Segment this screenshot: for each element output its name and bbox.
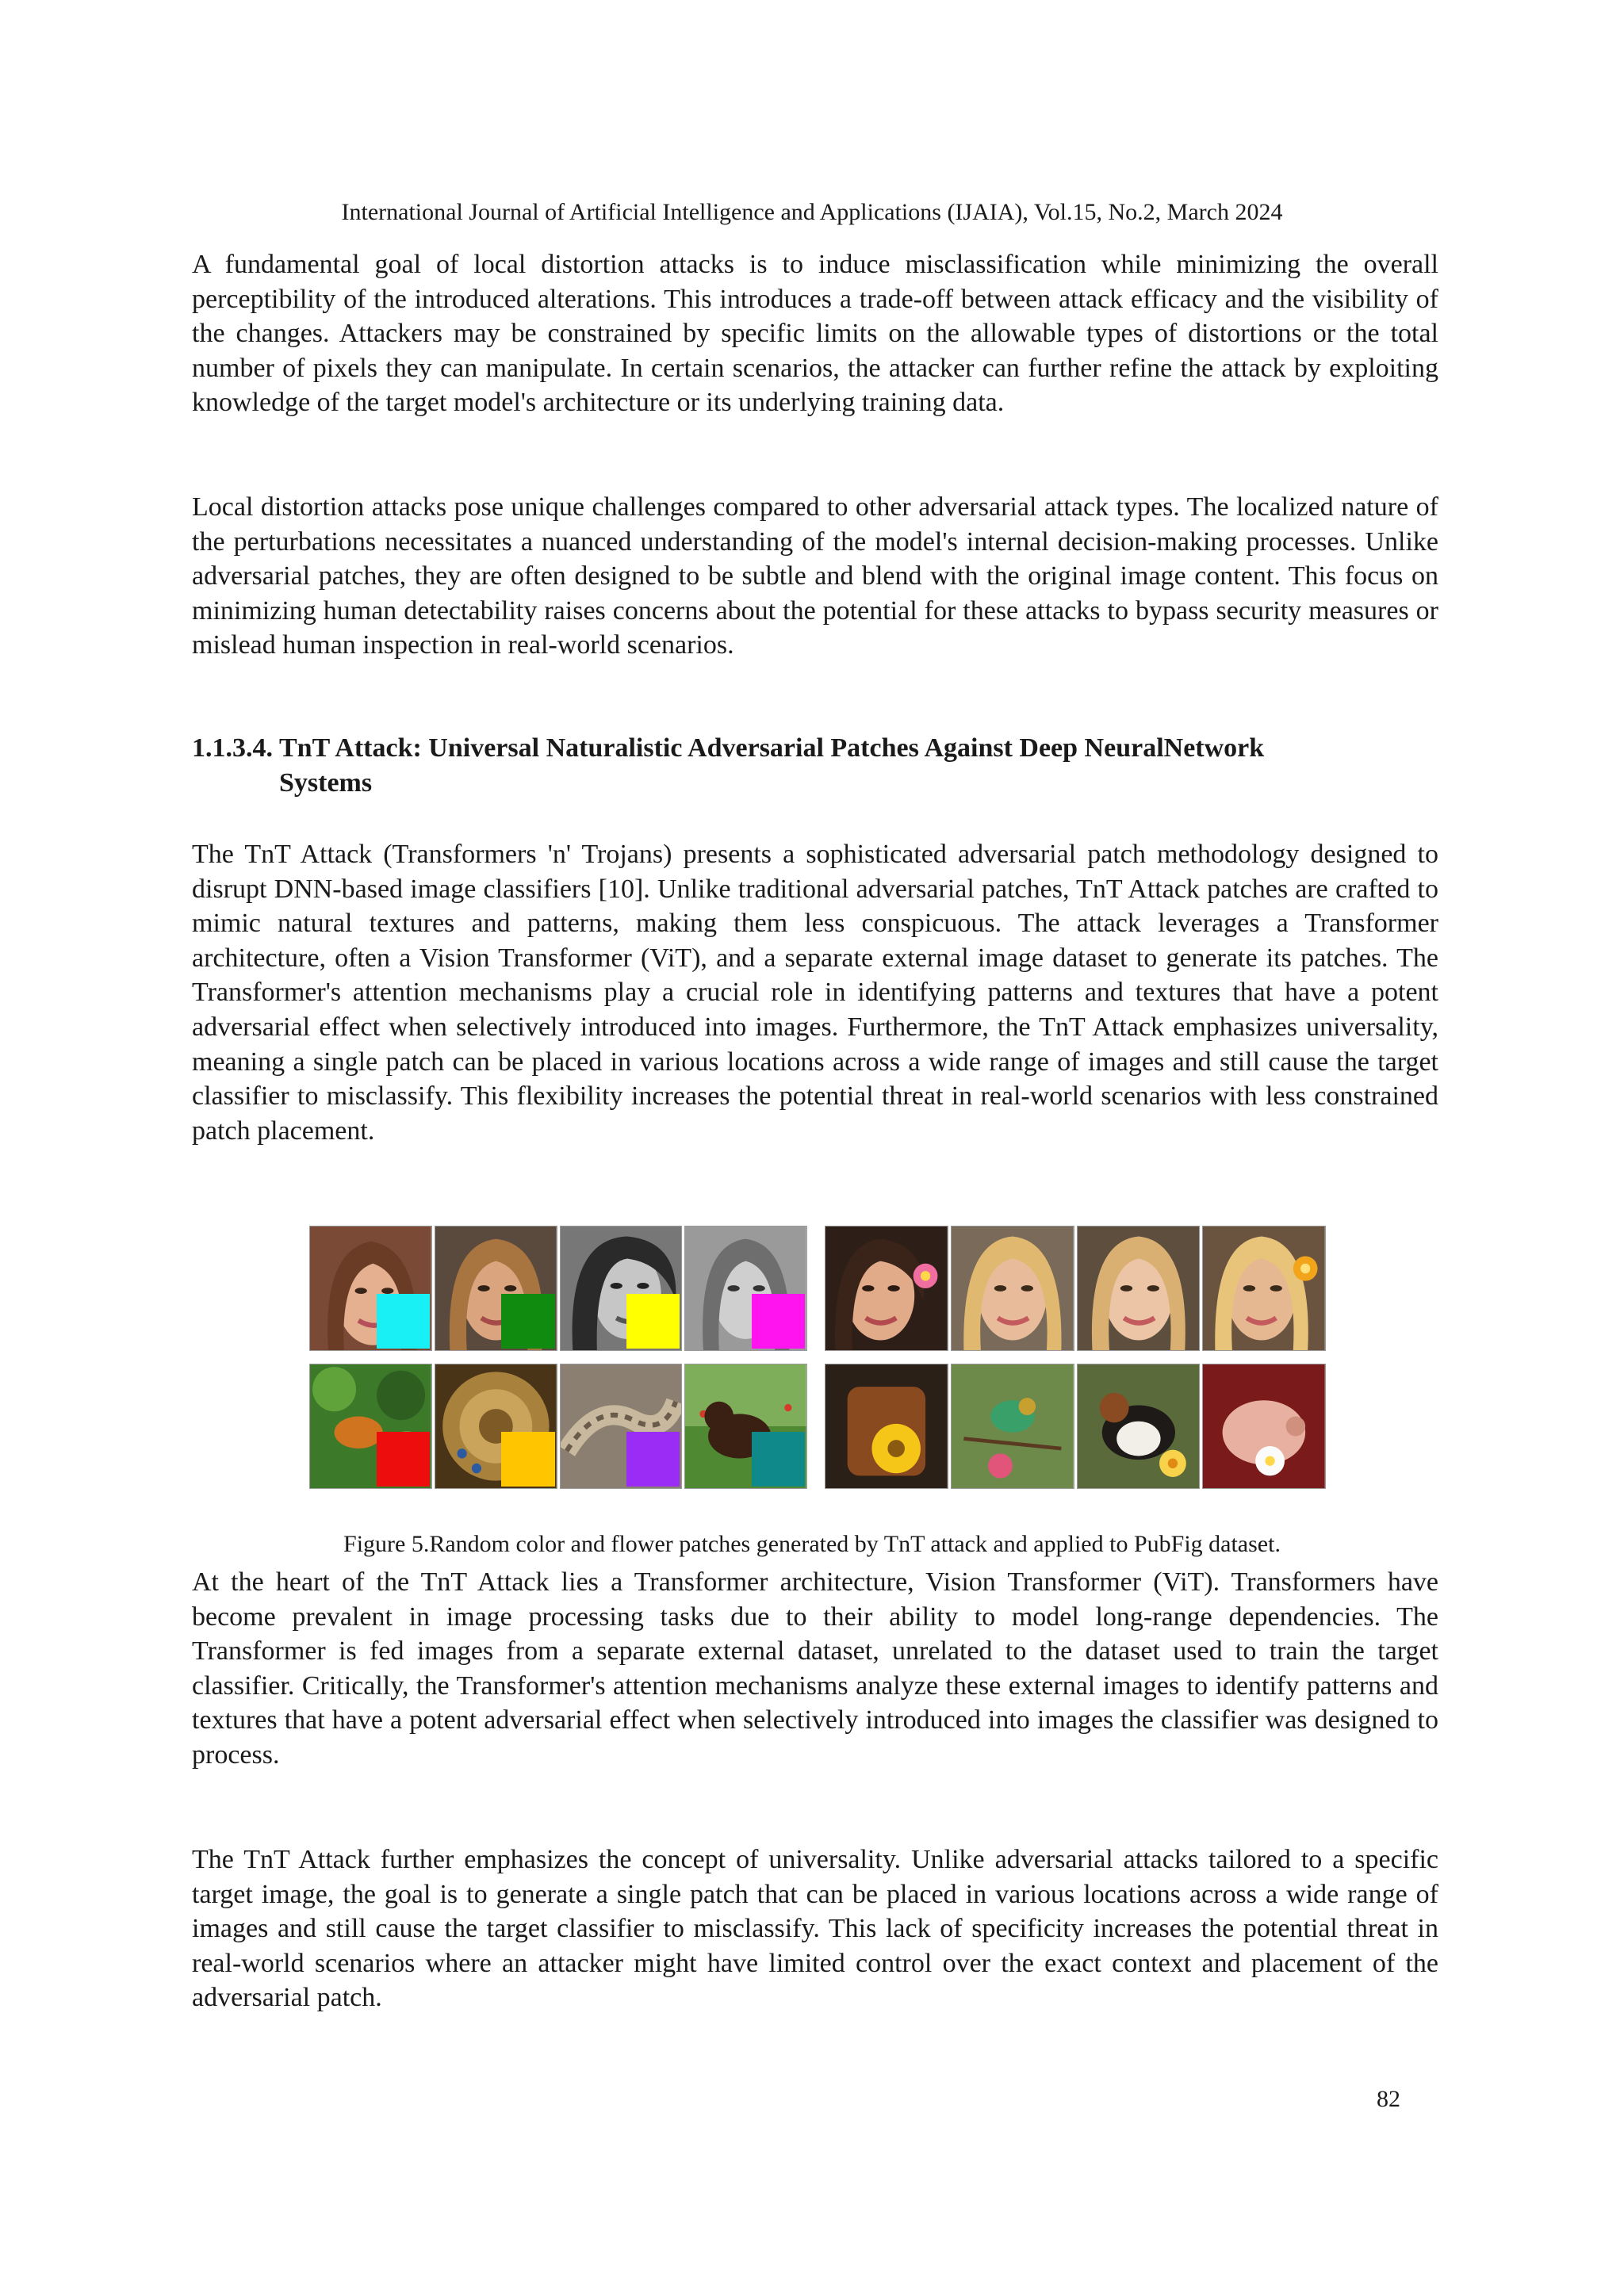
face-image (1202, 1226, 1326, 1351)
body-paragraph: The TnT Attack (Transformers 'n' Trojans) presents a sophisticated adversarial patch methodology designed to disrupt DNN-based image classifiers [10]. Unlike traditional adversarial patches, TnT Attack patches are crafted to mimic natural textures and patterns, making them less conspicuous. The attack leverages a Transformer architecture, often a Vision Transformer (ViT), and a separate external image dataset to generate its patches. The Transformer's attention mechanisms play a crucial role in identifying patterns and textures that have a potent adversarial effect when selectively introduced into images. Furthermore, the TnT Attack emphasizes universality, meaning a single patch can be placed in various locations across a wide range of images and still cause the target classifier to misclassify. This flexibility increases the potential threat in real-world scenarios with less constrained patch placement. (192, 840, 1438, 1146)
face-image (684, 1226, 807, 1351)
running-header: International Journal of Artificial Intelligence and Applications (IJAIA), Vol.15, No.2, March 2024 (341, 199, 1283, 225)
face-image (309, 1226, 432, 1351)
nature-image (309, 1364, 432, 1489)
body-paragraph: The TnT Attack further emphasizes the concept of universality. Unlike adversarial attacks tailored to a specific target image, the goal is to generate a single patch that can be placed in various locations across a wide range of images and still cause the target classifier to misclassify. This lack of specificity increases the potential threat in real-world scenarios where an attacker might have limited control over the exact context and placement of the adversarial patch. (192, 1845, 1438, 2013)
section-title-line2: Systems (279, 767, 373, 798)
face-image (825, 1226, 948, 1351)
green-patch (501, 1294, 554, 1349)
face-image (560, 1226, 683, 1351)
dome-image (435, 1364, 557, 1489)
dog-image (1077, 1364, 1201, 1489)
face-image (435, 1226, 557, 1351)
jar-image (825, 1364, 948, 1489)
section-number: 1.1.3.4. (192, 733, 273, 763)
section-title-line1: TnT Attack: Universal Naturalistic Adversarial Patches Against Deep NeuralNetwork (279, 733, 1265, 763)
body-paragraph: Local distortion attacks pose unique challenges compared to other adversarial attack types. The localized nature of the perturbations necessitates a nuanced understanding of the model's internal decision-making processes. Unlike adversarial patches, they are often designed to be subtle and blend with the original image content. This focus on minimizing human detectability raises concerns about the potential for these attacks to bypass security measures or mislead human inspection in real-world scenarios. (192, 492, 1438, 660)
figure-color-patches (309, 1226, 807, 1489)
body-paragraph: A fundamental goal of local distortion attacks is to induce misclassification while minimizing the overall perceptibility of the introduced alterations. This introduces a trade-off between attack efficacy and the visibility of the changes. Attackers may be constrained by specific limits on the allowable types of distortions or the total number of pixels they can manipulate. In certain scenarios, the attacker can further refine the attack by exploiting knowledge of the target model's architecture or its underlying training data. (192, 250, 1438, 418)
yellow-patch (626, 1294, 680, 1349)
body-paragraph: At the heart of the TnT Attack lies a Transformer architecture, Vision Transformer (ViT). Transformers have become prevalent in image processing tasks due to their ability to model long-range dependencies. The Transformer is fed images from a separate external dataset, unrelated to the dataset used to train the target classifier. Critically, the Transformer's attention mechanisms analyze these external images to identify patterns and textures that have a potent adversarial effect when selectively introduced into images the classifier was designed to process. (192, 1567, 1438, 1770)
piggy-image (1202, 1364, 1326, 1489)
figure-flower-patches (825, 1226, 1326, 1489)
teal-patch (752, 1432, 805, 1487)
section-heading (192, 731, 1438, 800)
face-image (951, 1226, 1074, 1351)
cyan-patch (377, 1294, 430, 1349)
figure-caption: Figure 5.Random color and flower patches generated by TnT attack and applied to PubFig dataset. (343, 1531, 1281, 1557)
page-number: 82 (1377, 2086, 1400, 2112)
violet-patch (626, 1432, 680, 1487)
dog-image (684, 1364, 807, 1489)
face-image (1077, 1226, 1201, 1351)
magenta-patch (752, 1294, 805, 1349)
gold-patch (501, 1432, 554, 1487)
bird-image (951, 1364, 1074, 1489)
snake-image (560, 1364, 683, 1489)
red-patch (377, 1432, 430, 1487)
